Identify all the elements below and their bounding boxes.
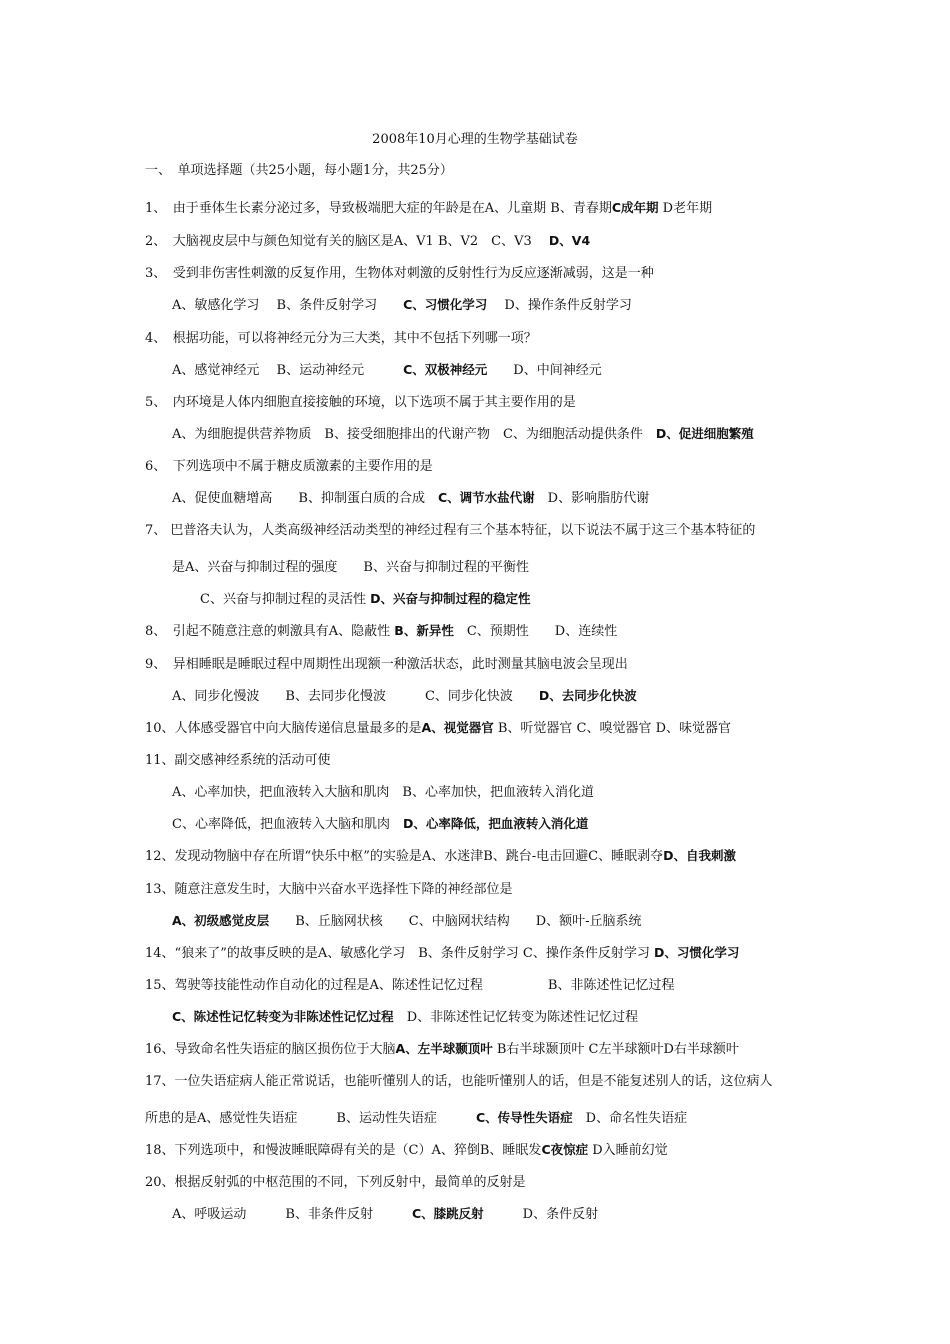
question-text: 16、导致命名性失语症的脑区损伤位于大脑 <box>145 1042 396 1057</box>
page-title: 2008年10月心理的生物学基础试卷 <box>372 132 578 147</box>
answer-key: D、自我刺激 <box>663 848 737 863</box>
question-text: A、促使血糖增高 B、抑制蛋白质的合成 <box>172 491 438 506</box>
question-line <box>145 880 513 899</box>
answer-key: C、膝跳反射 <box>411 1206 484 1221</box>
question-text: A、感觉神经元 B、运动神经元 <box>172 363 404 378</box>
question-text: 11、副交感神经系统的活动可使 <box>145 753 331 768</box>
question-text: 所患的是A、感觉性失语症 B、运动性失语症 <box>145 1111 476 1126</box>
question-line <box>145 1072 773 1091</box>
question-text: 2、 大脑视皮层中与颜色知觉有关的脑区是A、V1 B、V2 C、V3 <box>145 234 549 249</box>
question-line <box>172 361 602 380</box>
question-text: C、心率降低，把血液转入大脑和肌肉 <box>172 817 403 832</box>
question-text: 20、根据反射弧的中枢范围的不同，下列反射中，最简单的反射是 <box>145 1175 526 1190</box>
question-line <box>172 912 642 931</box>
question-text: A、呼吸运动 B、非条件反射 <box>172 1207 412 1222</box>
question-text-tail: B、听觉器官 C、嗅觉器官 D、味觉器官 <box>493 721 732 736</box>
question-text-tail: D入睡前幻觉 <box>588 1143 668 1158</box>
question-text-tail: D、操作条件反射学习 <box>487 298 632 313</box>
question-line <box>145 1040 739 1059</box>
question-line <box>145 1173 526 1192</box>
answer-key: C夜惊症 <box>541 1142 589 1157</box>
answer-key: C、双极神经元 <box>403 362 488 377</box>
answer-key: D、习惯化学习 <box>654 945 740 960</box>
answer-key: C、习惯化学习 <box>403 297 488 312</box>
question-line <box>145 655 628 674</box>
answer-key: C、传导性失语症 <box>475 1110 573 1125</box>
question-text: 是A、兴奋与抑制过程的强度 B、兴奋与抑制过程的平衡性 <box>172 560 529 575</box>
answer-key: A、视觉器官 <box>421 720 494 735</box>
question-text: C、兴奋与抑制过程的灵活性 <box>200 592 371 607</box>
question-line <box>172 425 754 444</box>
question-line <box>145 944 739 963</box>
question-line <box>145 329 537 348</box>
question-text: 7、 巴普洛夫认为，人类高级神经活动类型的神经过程有三个基本特征，以下说法不属于这三个基本特征的 <box>145 523 756 538</box>
question-line <box>145 751 331 770</box>
answer-key: C、调节水盐代谢 <box>437 490 535 505</box>
answer-key: D、促进细胞繁殖 <box>655 426 754 441</box>
question-line <box>172 296 632 315</box>
question-line <box>145 1141 668 1160</box>
question-text: 1、 由于垂体生长素分泌过多，导致极端肥大症的年龄是在A、儿童期 B、青春期 <box>145 201 612 216</box>
question-line <box>145 521 755 540</box>
question-text: A、心率加快，把血液转入大脑和肌肉 B、心率加快，把血液转入消化道 <box>172 785 594 800</box>
question-line <box>172 489 649 508</box>
question-text: 12、发现动物脑中存在所谓“快乐中枢”的实验是A、水迷津B、跳台-电击回避C、睡眠剥夺 <box>145 849 664 864</box>
question-text: 14、“狼来了”的故事反映的是A、敏感化学习 B、条件反射学习 C、操作条件反射学习 <box>145 946 654 961</box>
question-text-tail: B右半球颞顶叶 C左半球额叶D右半球额叶 <box>492 1042 739 1057</box>
question-text: 18、下列选项中，和慢波睡眠障碍有关的是（C）A、猝倒B、睡眠发 <box>145 1143 542 1158</box>
question-text-tail: B、丘脑网状核 C、中脑网状结构 D、额叶-丘脑系统 <box>269 914 642 929</box>
question-line <box>172 815 588 834</box>
question-line <box>172 783 594 802</box>
question-line <box>145 393 576 412</box>
question-line <box>172 1008 638 1027</box>
question-text-tail: D、命名性失语症 <box>572 1111 688 1126</box>
question-line <box>172 558 529 577</box>
question-line <box>145 232 590 251</box>
question-line <box>145 1109 687 1128</box>
answer-key: A、初级感觉皮层 <box>172 913 270 928</box>
question-text: A、敏感化学习 B、条件反射学习 <box>172 298 404 313</box>
question-line <box>172 1205 598 1224</box>
answer-key: B、新异性 <box>394 623 454 638</box>
question-text-tail: D、影响脂肪代谢 <box>534 491 650 506</box>
question-text-tail: C、预期性 D、连续性 <box>453 624 618 639</box>
question-text-tail: D、条件反射 <box>483 1207 599 1222</box>
question-text: 5、 内环境是人体内细胞直接接触的环境，以下选项不属于其主要作用的是 <box>145 395 576 410</box>
answer-key: D、心率降低，把血液转入消化道 <box>402 816 589 831</box>
answer-key: D、兴奋与抑制过程的稳定性 <box>370 591 531 606</box>
question-line <box>145 847 736 866</box>
question-text: 3、 受到非伤害性刺激的反复作用，生物体对刺激的反射性行为反应逐渐减弱，这是一种 <box>145 266 654 281</box>
question-text: A、同步化慢波 B、去同步化慢波 C、同步化快波 <box>172 689 539 704</box>
question-line <box>145 199 712 218</box>
question-line <box>145 457 433 476</box>
answer-key: C成年期 <box>611 200 659 215</box>
question-text-tail: D老年期 <box>658 201 713 216</box>
question-text-tail: D、非陈述性记忆转变为陈述性记忆过程 <box>393 1010 639 1025</box>
question-text-tail: D、中间神经元 <box>487 363 602 378</box>
answer-key: D、V4 <box>548 233 591 248</box>
question-text: 9、 异相睡眠是睡眠过程中周期性出现额一种激活状态，此时测量其脑电波会呈现出 <box>145 657 628 672</box>
answer-key: D、去同步化快波 <box>538 688 637 703</box>
question-line <box>200 590 530 609</box>
question-text: 10、人体感受器官中向大脑传递信息量最多的是 <box>145 721 422 736</box>
answer-key: C、陈述性记忆转变为非陈述性记忆过程 <box>172 1009 394 1024</box>
section-heading: 一、 单项选择题（共25小题，每小题1分，共25分） <box>145 163 453 178</box>
question-text: 8、 引起不随意注意的刺激具有A、隐蔽性 <box>145 624 395 639</box>
question-line <box>145 622 617 641</box>
question-text: 4、 根据功能，可以将神经元分为三大类，其中不包括下列哪一项？ <box>145 331 537 346</box>
question-text: 15、驾驶等技能性动作自动化的过程是A、陈述性记忆过程 B、非陈述性记忆过程 <box>145 978 675 993</box>
question-text: 17、一位失语症病人能正常说话，也能听懂别人的话，也能听懂别人的话，但是不能复述别人的话，这位病人 <box>145 1074 773 1089</box>
question-line <box>145 264 654 283</box>
answer-key: A、左半球颞顶叶 <box>395 1041 493 1056</box>
question-line <box>172 687 637 706</box>
question-line <box>145 719 731 738</box>
question-line <box>145 976 674 995</box>
question-text: A、为细胞提供营养物质 B、接受细胞排出的代谢产物 C、为细胞活动提供条件 <box>172 427 656 442</box>
question-text: 6、 下列选项中不属于糖皮质激素的主要作用的是 <box>145 459 433 474</box>
question-text: 13、随意注意发生时，大脑中兴奋水平选择性下降的神经部位是 <box>145 882 513 897</box>
